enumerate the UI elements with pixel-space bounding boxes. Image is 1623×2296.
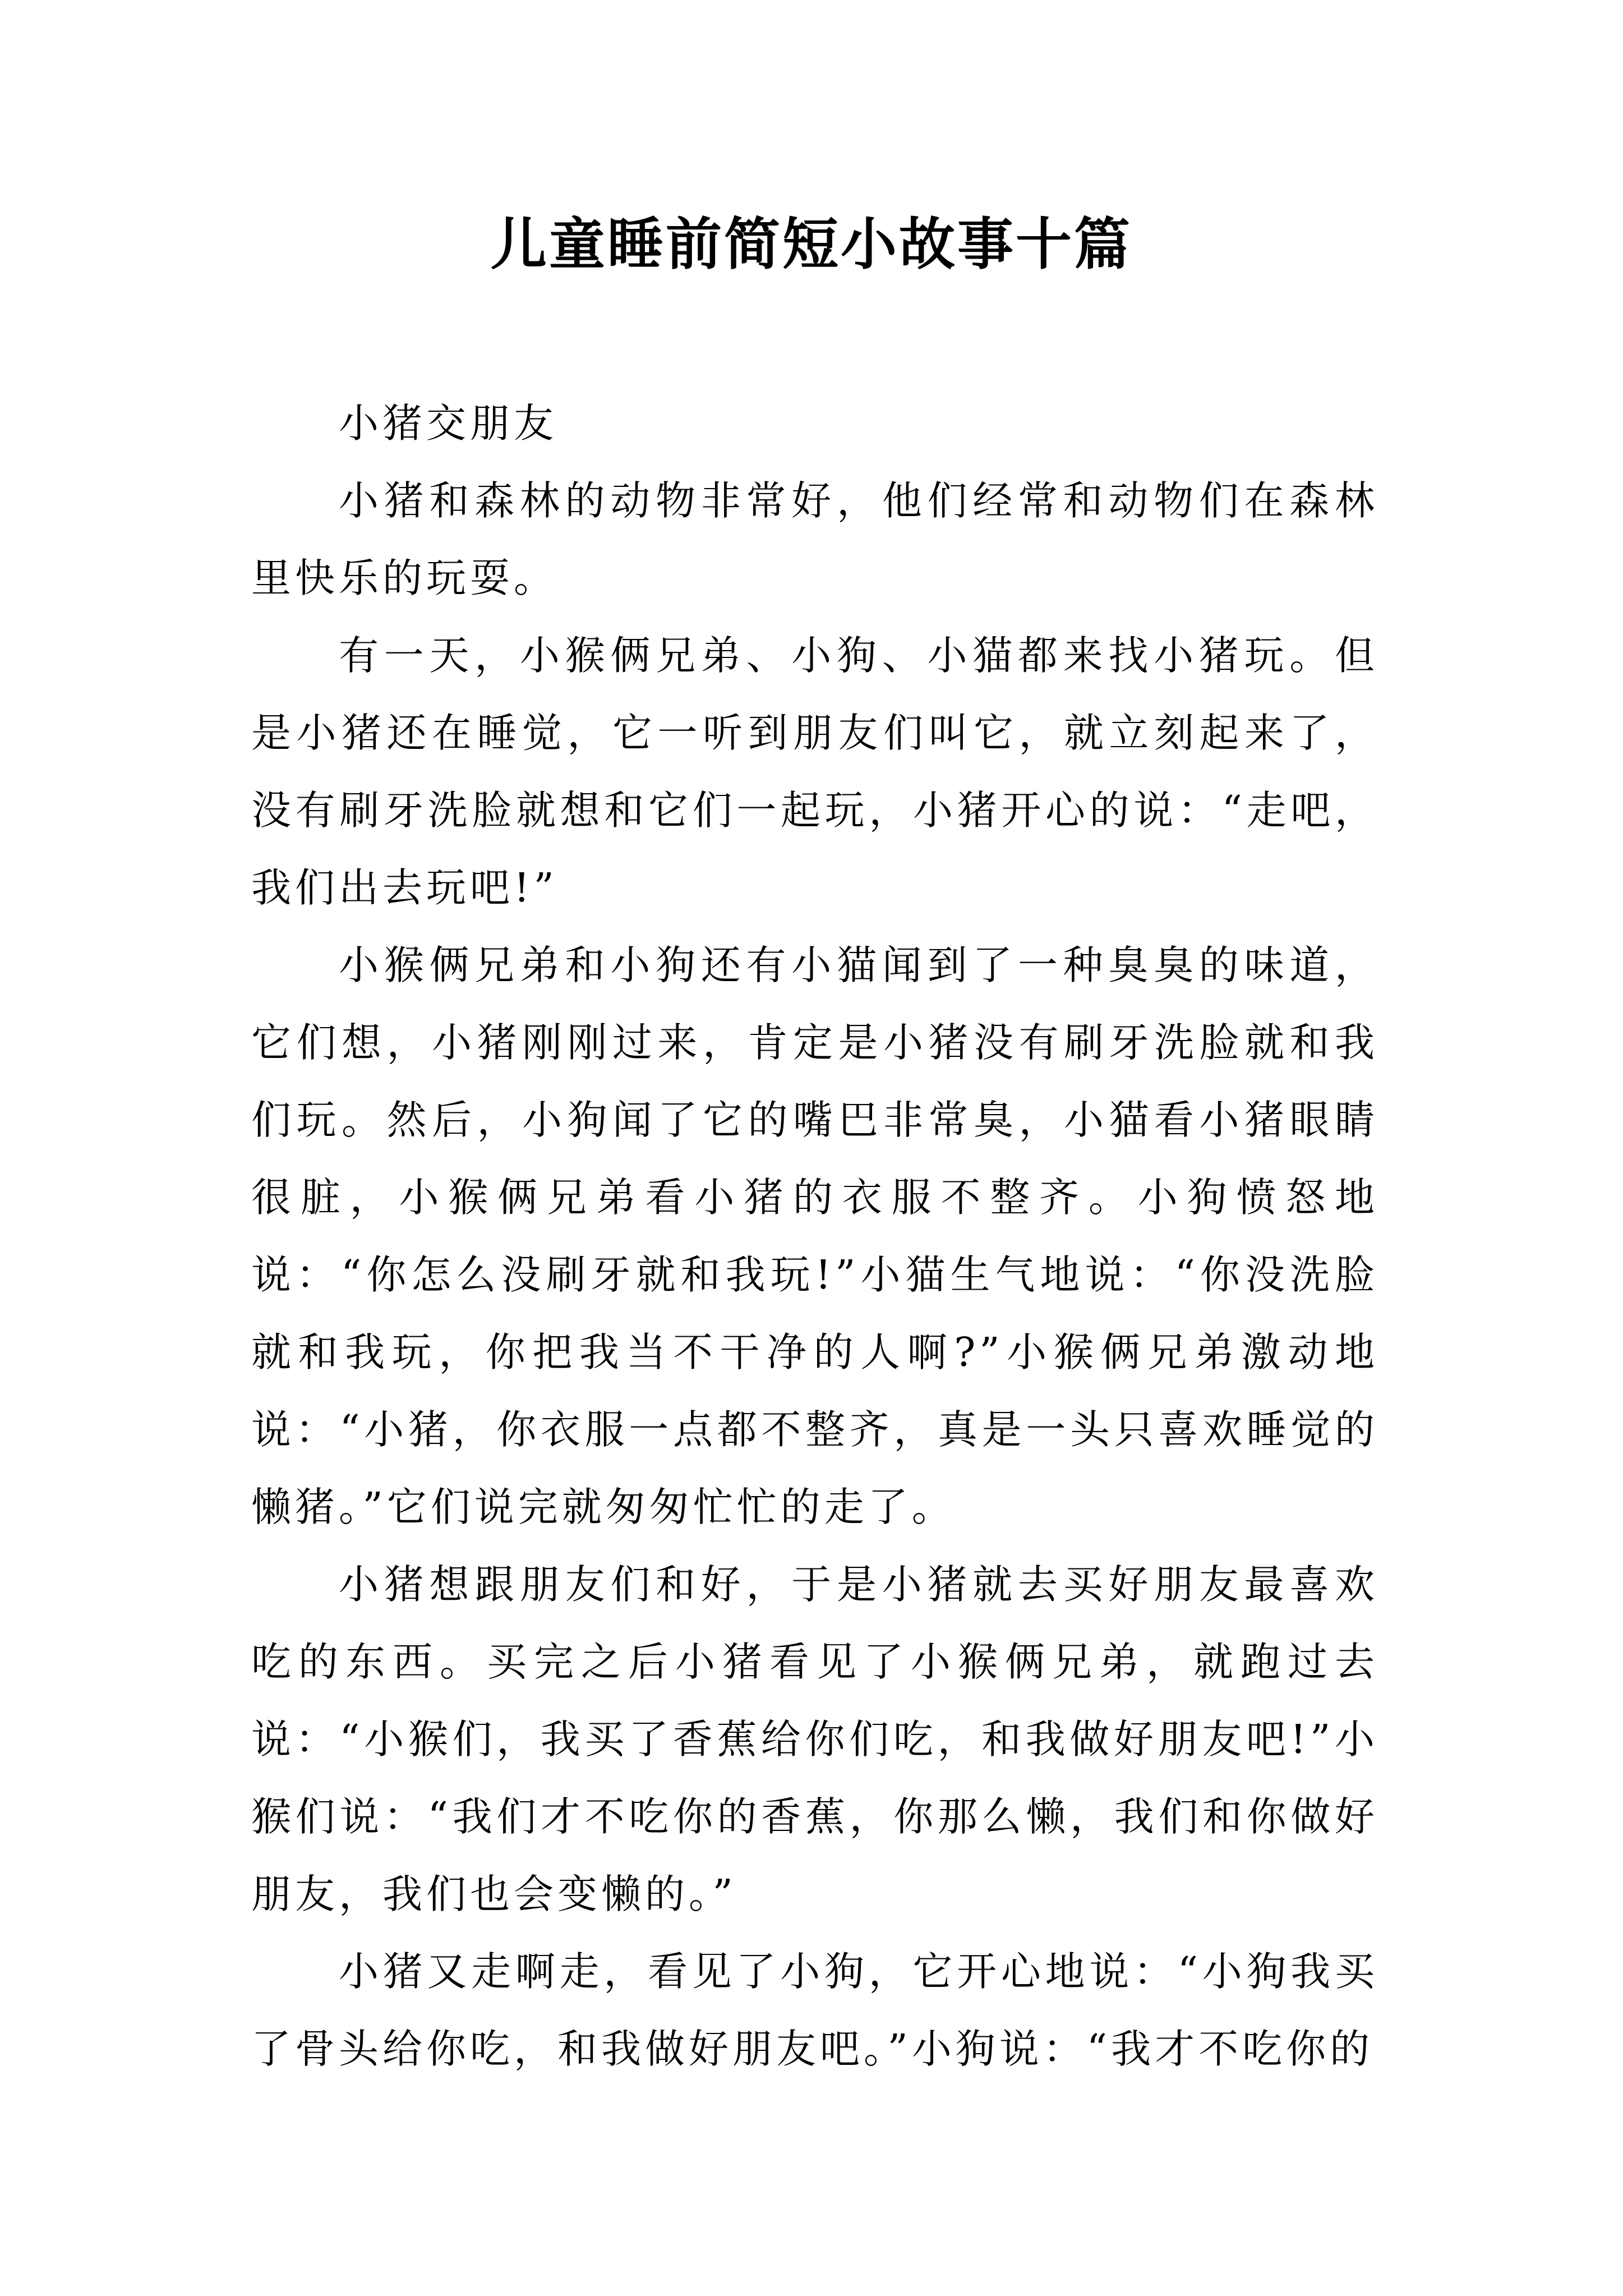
paragraph: 小猴俩兄弟和小狗还有小猫闻到了一种臭臭的味道，它们想，小猪刚刚过来，肯定是小猪没有刷牙洗脸就和我们玩。然后，小狗闻了它的嘴巴非常臭，小猫看小猪眼睛很脏，小猴俩兄弟看小猪的衣服不整齐。小狗愤怒地说：“你怎么没刷牙就和我玩!”小猫生气地说：“你没洗脸就和我玩，你把我当不干净的人啊?”小猴俩兄弟激动地说：“小猪，你衣服一点都不整齐，真是一头只喜欢睡觉的懒猪。”它们说完就匆匆忙忙的走了。 xyxy=(251,942,1378,1530)
paragraph: 有一天，小猴俩兄弟、小狗、小猫都来找小猪玩。但是小猪还在睡觉，它一听到朋友们叫它，就立刻起来了，没有刷牙洗脸就想和它们一起玩，小猪开心的说：“走吧，我们出去玩吧!” xyxy=(251,632,1378,911)
paragraph: 小猪和森林的动物非常好，他们经常和动物们在森林里快乐的玩耍。 xyxy=(251,477,1378,601)
document-body xyxy=(251,385,1378,2088)
story-heading: 小猪交朋友 xyxy=(339,400,558,447)
paragraph: 小猪想跟朋友们和好，于是小猪就去买好朋友最喜欢吃的东西。买完之后小猪看见了小猴俩兄弟，就跑过去说：“小猴们，我买了香蕉给你们吃，和我做好朋友吧!”小猴们说：“我们才不吃你的香蕉，你那么懒，我们和你做好朋友，我们也会变懒的。” xyxy=(251,1561,1378,1917)
paragraph: 小猪又走啊走，看见了小狗，它开心地说：“小狗我买了骨头给你吃，和我做好朋友吧。”小狗说：“我才不吃你的 xyxy=(251,1948,1378,2072)
document-title: 儿童睡前简短小故事十篇 xyxy=(491,211,1132,277)
